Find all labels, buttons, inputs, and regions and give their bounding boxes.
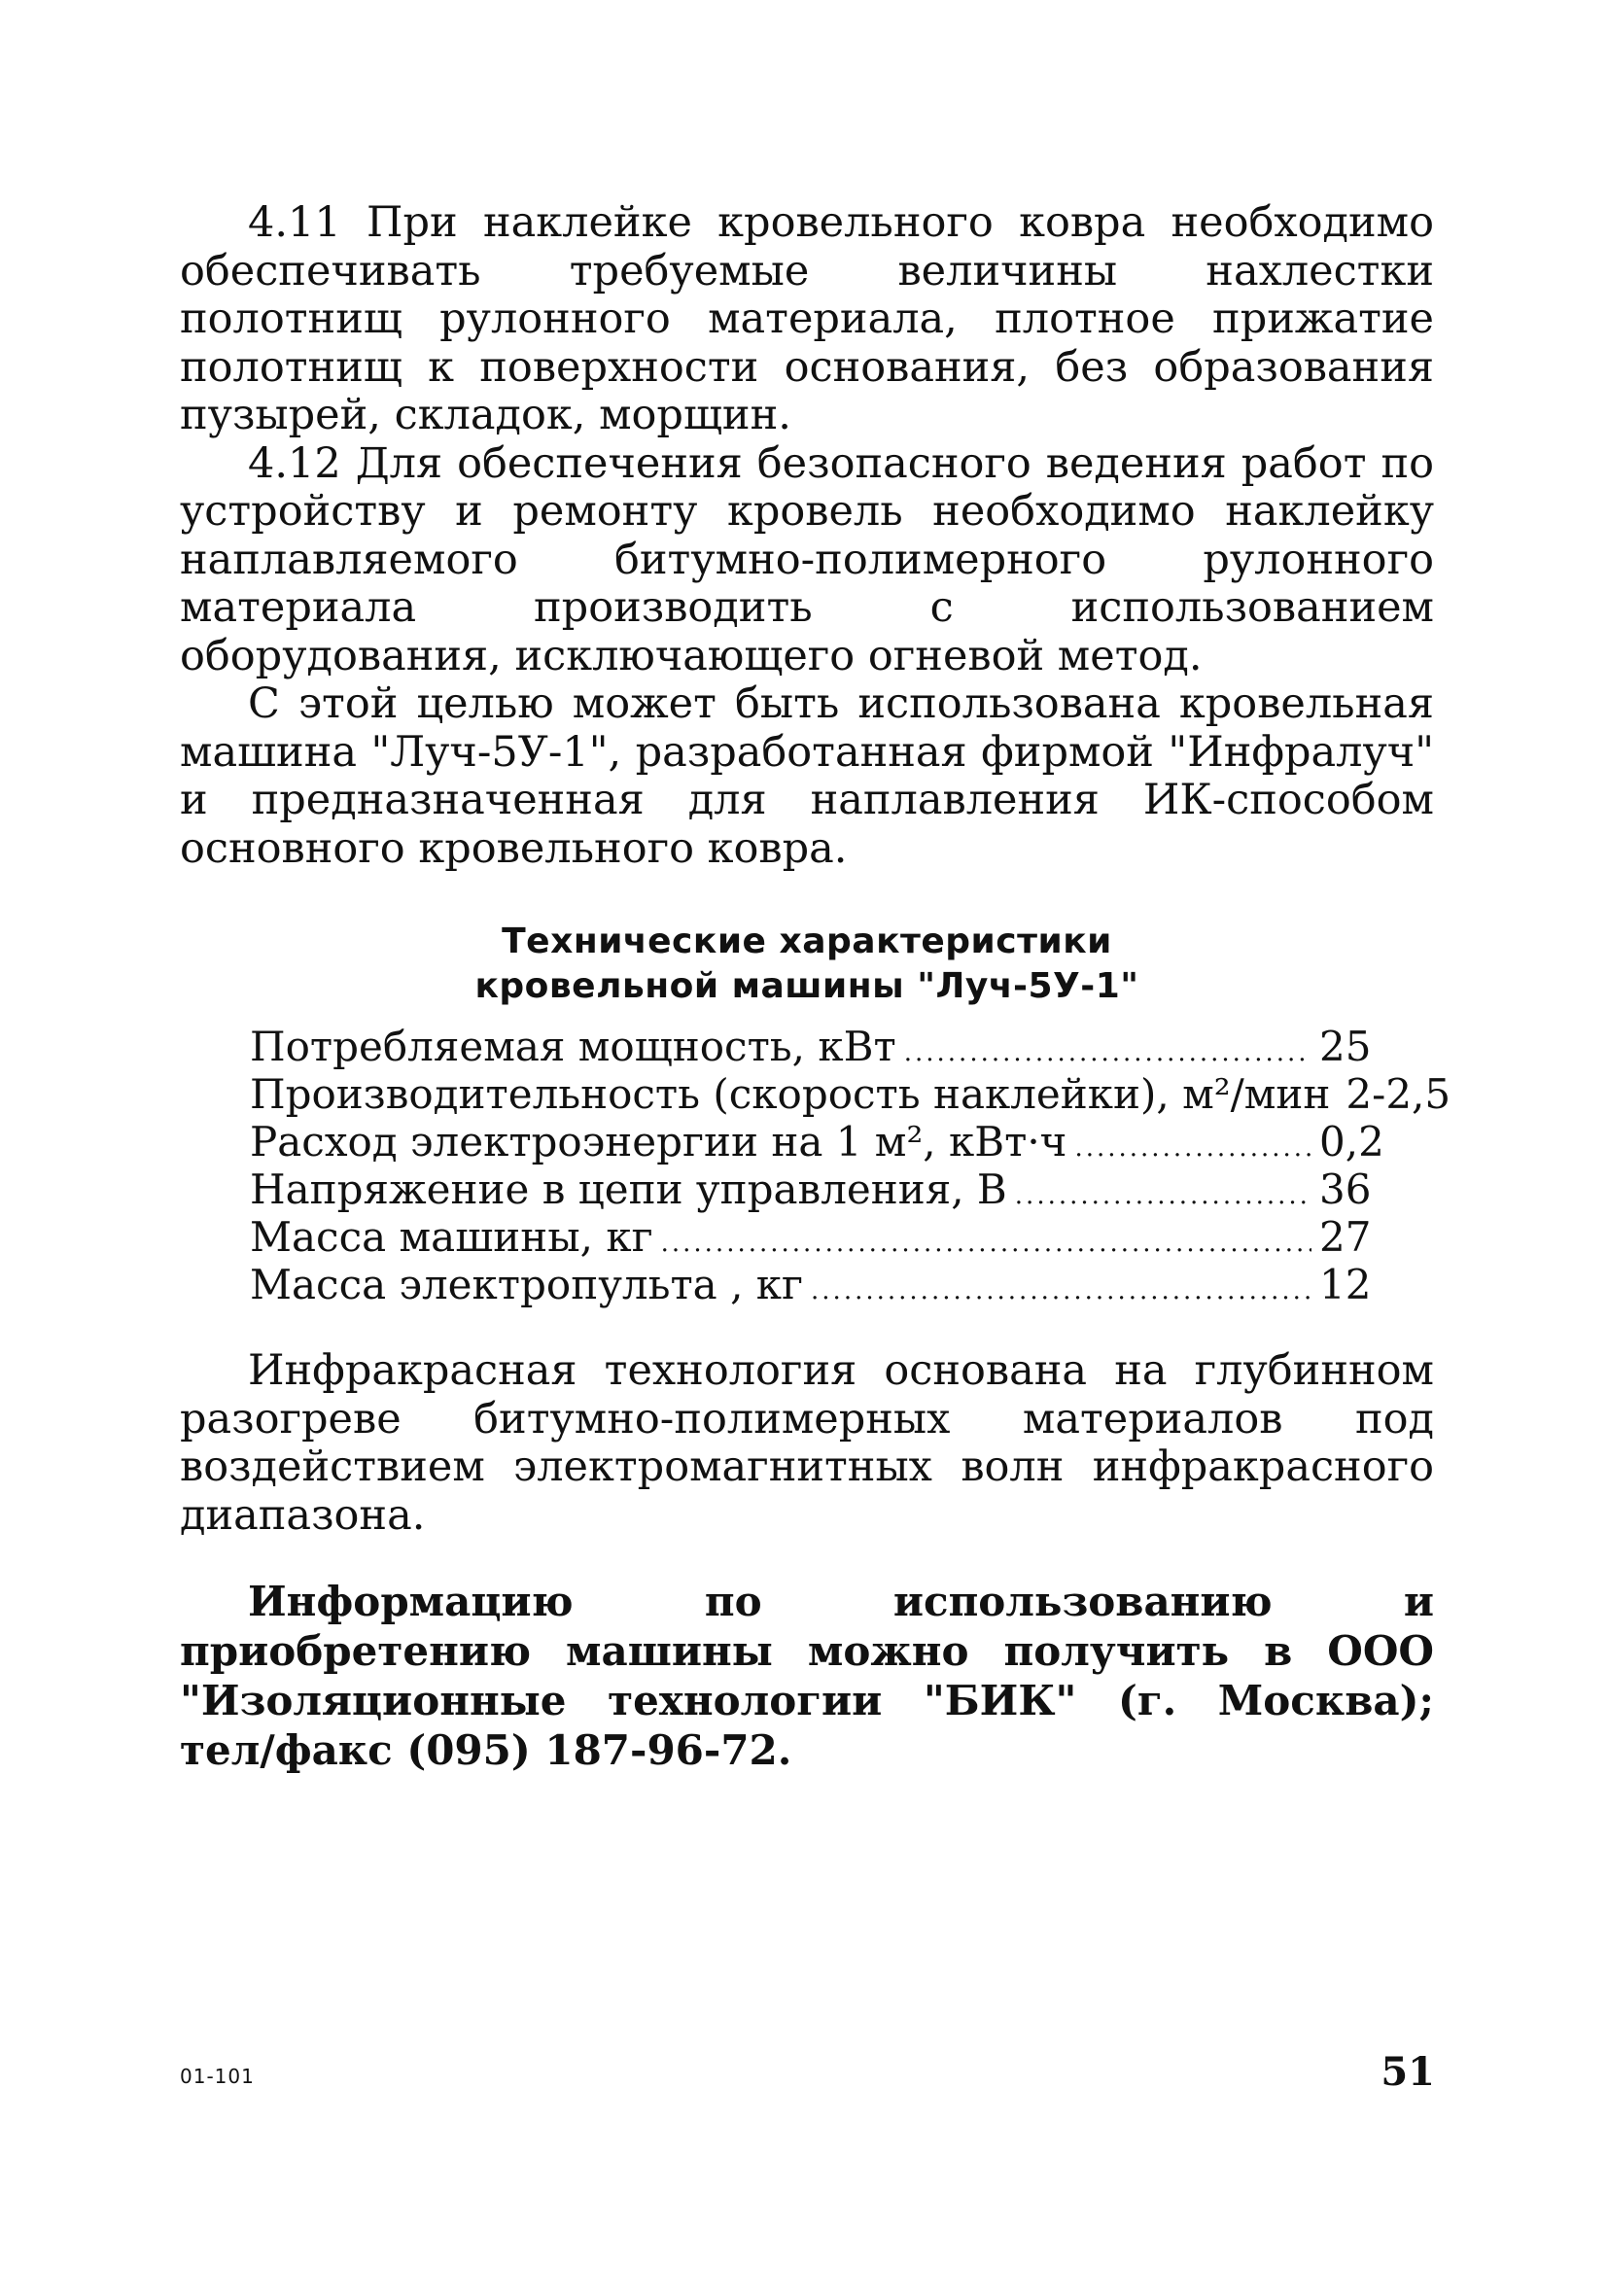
footer-code: 01-101	[180, 2065, 255, 2088]
spec-leader-dots	[811, 1268, 1311, 1315]
spec-label: Производительность (скорость наклейки), м²/мин	[250, 1070, 1331, 1118]
contact-info: Информацию по использованию и приобретению машины можно получить в ООО "Изоляционные технологии "БИК" (г. Москва); тел/факс (095) 187-96-72.	[180, 1578, 1434, 1774]
spec-label: Потребляемая мощность, кВт	[250, 1023, 896, 1070]
spec-row	[250, 1165, 1416, 1213]
infrared-paragraph: Инфракрасная технология основана на глубинном разогреве битумно-полимерных материалов под воздействием электромагнитных волн инфракрасного диапазона.	[180, 1346, 1434, 1540]
paragraph-4-11: 4.11 При наклейке кровельного ковра необходимо обеспечивать требуемые величины нахлестки полотнищ рулонного материала, плотное прижатие полотнищ к поверхности основания, без образования пузырей, складок, морщин.	[180, 198, 1434, 439]
specs-title-line1: Технические характеристики	[502, 922, 1112, 961]
specs-list	[250, 1023, 1451, 1308]
spec-label: Напряжение в цепи управления, В	[250, 1165, 1007, 1213]
spec-value: 25	[1319, 1023, 1372, 1070]
spec-leader-dots	[1074, 1125, 1311, 1172]
spec-value: 36	[1319, 1165, 1372, 1213]
spec-label: Масса машины, кг	[250, 1213, 653, 1261]
spec-row	[250, 1213, 1416, 1261]
paragraph-4-12: 4.12 Для обеспечения безопасного ведения работ по устройству и ремонту кровель необходимо наклейку наплавляемого битумно-полимерного рулонного материала производить с использованием оборудования, исключающего огневой метод.	[180, 438, 1434, 680]
spec-value: 27	[1319, 1213, 1372, 1261]
paragraph-machine: С этой целью может быть использована кровельная машина "Луч-5У-1", разработанная фирмой "Инфралуч" и предназначенная для наплавления ИК-способом основного кровельного ковра.	[180, 679, 1434, 873]
spec-value: 2-2,5	[1346, 1070, 1451, 1118]
specs-title	[180, 920, 1434, 1009]
spec-row	[250, 1070, 1451, 1118]
spec-leader-dots	[1015, 1172, 1311, 1220]
specs-title-line2: кровельной машины "Луч-5У-1"	[474, 966, 1139, 1006]
spec-row	[250, 1023, 1416, 1070]
document-page	[180, 198, 1451, 1775]
spec-value: 12	[1319, 1261, 1372, 1308]
spec-label: Масса электропульта , кг	[250, 1261, 804, 1308]
spec-value: 0,2	[1319, 1118, 1384, 1165]
spec-row	[250, 1261, 1416, 1308]
spec-label: Расход электроэнергии на 1 м², кВт·ч	[250, 1118, 1067, 1165]
spec-row	[250, 1118, 1416, 1165]
page-number: 51	[1381, 2049, 1435, 2095]
